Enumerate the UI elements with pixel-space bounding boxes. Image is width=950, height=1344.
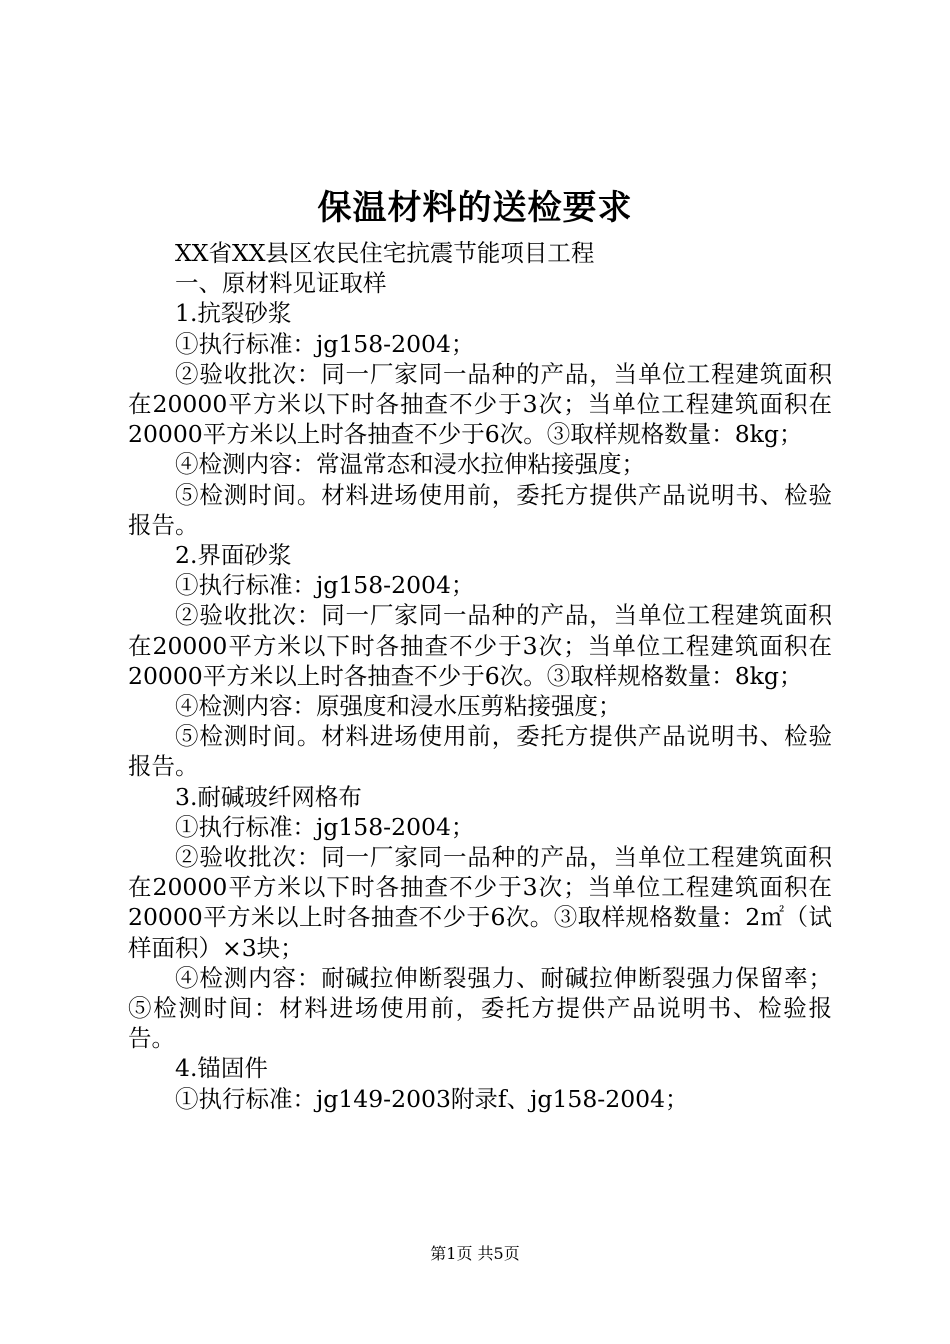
paragraph-section-heading: 一、原材料见证取样	[175, 269, 387, 298]
paragraph-item-heading: 3.耐碱玻纤网格布	[175, 782, 362, 811]
paragraph: ①执行标准：jg149-2003附录f、jg158-2004；	[175, 1084, 689, 1113]
paragraph: ④检测内容：耐碱拉伸断裂强力、耐碱拉伸断裂强力保留率；⑤检测时间：材料进场使用前，委托方提供产品说明书、检验报告。	[128, 963, 832, 1053]
paragraph: ①执行标准：jg158-2004；	[175, 571, 475, 600]
page-footer: 第1页 共5页	[430, 1244, 520, 1263]
paragraph-item-heading: 4.锚固件	[175, 1054, 268, 1083]
document-title: 保温材料的送检要求	[317, 188, 633, 228]
paragraph: ①执行标准：jg158-2004；	[175, 812, 475, 841]
paragraph-project: XX省XX县区农民住宅抗震节能项目工程	[175, 239, 595, 267]
document-body	[128, 238, 832, 1114]
paragraph: ④检测内容：原强度和浸水压剪粘接强度；	[175, 692, 622, 721]
paragraph-item-heading: 1.抗裂砂浆	[175, 299, 292, 328]
paragraph: ⑤检测时间。材料进场使用前，委托方提供产品说明书、检验报告。	[128, 480, 832, 539]
paragraph: ④检测内容：常温常态和浸水拉伸粘接强度；	[175, 450, 645, 479]
paragraph: ⑤检测时间。材料进场使用前，委托方提供产品说明书、检验报告。	[128, 722, 832, 781]
paragraph: ②验收批次：同一厂家同一品种的产品，当单位工程建筑面积在20000平方米以下时各抽查不少于3次；当单位工程建筑面积在20000平方米以上时各抽查不少于6次。③取样规格数量：8kg；	[128, 601, 832, 690]
paragraph: ②验收批次：同一厂家同一品种的产品，当单位工程建筑面积在20000平方米以下时各抽查不少于3次；当单位工程建筑面积在20000平方米以上时各抽查不少于6次。③取样规格数量：8kg；	[128, 359, 832, 449]
paragraph: ①执行标准：jg158-2004；	[175, 329, 475, 358]
paragraph: ②验收批次：同一厂家同一品种的产品，当单位工程建筑面积在20000平方米以下时各抽查不少于3次；当单位工程建筑面积在20000平方米以上时各抽查不少于6次。③取样规格数量：2㎡（试样面积）×3块；	[128, 843, 832, 962]
paragraph-item-heading: 2.界面砂浆	[175, 541, 292, 570]
